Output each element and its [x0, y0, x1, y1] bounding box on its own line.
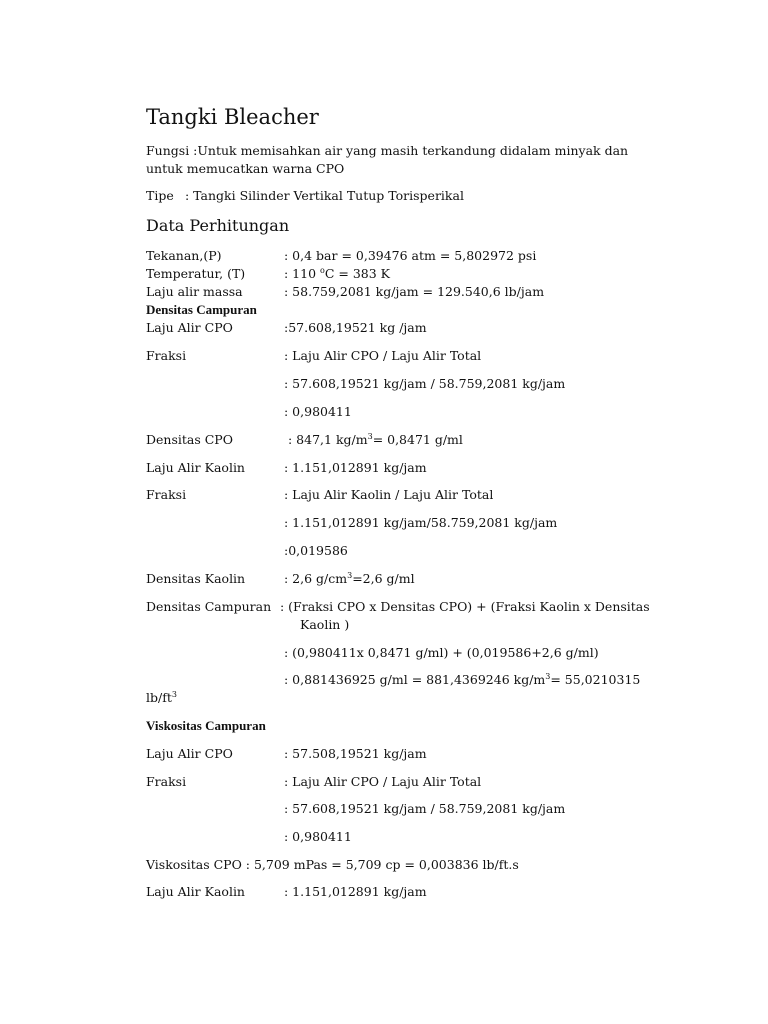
temperatur-value: : 110 $^o$C = 383 K: [284, 265, 391, 281]
densitas-campuran-formula-line2: Kaolin ): [300, 617, 350, 632]
densitas-cpo-value: : 847,1 $kg/m^3= 0,8471$ g/ml: [288, 431, 463, 447]
laju-alir-cpo-value: : 57.508,19521 kg/jam: [284, 746, 427, 761]
fraksi-label: Fraksi: [146, 774, 187, 789]
fraksi-value: : Laju Alir CPO / Laju Alir Total: [284, 348, 482, 363]
fraksi-value: : Laju Alir CPO / Laju Alir Total: [284, 774, 482, 789]
densitas-campuran-heading: Densitas Campuran: [146, 302, 257, 317]
densitas-campuran-calc: : (0,980411x 0,8471 g/ml) + (0,019586+2,6 g/ml): [284, 645, 599, 660]
fraksi-calc: : 57.608,19521 kg/jam / 58.759,2081 kg/jam: [284, 376, 566, 391]
densitas-kaolin-value: : 2,6 $g/cm^3=2,6$ g/ml: [284, 570, 415, 586]
laju-alir-kaolin-label: Laju Alir Kaolin: [146, 884, 245, 899]
tipe-label: Tipe: [146, 188, 174, 203]
section-heading-data-perhitungan: Data Perhitungan: [146, 216, 290, 235]
laju-alir-massa-label: Laju alir massa: [146, 284, 243, 299]
fraksi-label: Fraksi: [146, 487, 187, 502]
densitas-campuran-result: : 0,881436925 g/ml = 881,4369246 $kg/m^3= 55,0210315$: [284, 671, 641, 687]
laju-alir-massa-value: : 58.759,2081 kg/jam = 129.540,6 lb/jam: [284, 284, 545, 299]
viskositas-cpo-line: Viskositas CPO : 5,709 mPas = 5,709 cp = 0,003836 lb/ft.s: [146, 857, 519, 872]
fraksi-result: :0,019586: [284, 543, 348, 558]
laju-alir-cpo-label: Laju Alir CPO: [146, 320, 233, 335]
densitas-kaolin-label: Densitas Kaolin: [146, 571, 246, 586]
laju-alir-kaolin-value: : 1.151,012891 kg/jam: [284, 460, 427, 475]
fraksi-label: Fraksi: [146, 348, 187, 363]
laju-alir-cpo-label: Laju Alir CPO: [146, 746, 233, 761]
densitas-cpo-label: Densitas CPO: [146, 432, 233, 447]
tipe-value: : Tangki Silinder Vertikal Tutup Torisperikal: [185, 188, 464, 203]
laju-alir-cpo-value: :57.608,19521 kg /jam: [284, 320, 427, 335]
temperatur-label: Temperatur, (T): [146, 266, 246, 281]
page-title: Tangki Bleacher: [146, 105, 319, 129]
viskositas-campuran-heading: Viskositas Campuran: [146, 718, 266, 733]
fungsi-text: Fungsi :Untuk memisahkan air yang masih terkandung didalam minyak dan untuk memucatkan warna CPO: [146, 143, 629, 176]
tekanan-value: : 0,4 bar = 0,39476 atm = 5,802972 psi: [284, 248, 537, 263]
densitas-campuran-formula-line1: : (Fraksi CPO x Densitas CPO) + (Fraksi Kaolin x Densitas: [280, 599, 650, 614]
fraksi-result: : 0,980411: [284, 829, 352, 844]
fraksi-result: : 0,980411: [284, 404, 352, 419]
fraksi-calc: : 1.151,012891 kg/jam/58.759,2081 kg/jam: [284, 515, 558, 530]
laju-alir-kaolin-label: Laju Alir Kaolin: [146, 460, 245, 475]
fraksi-calc: : 57.608,19521 kg/jam / 58.759,2081 kg/jam: [284, 801, 566, 816]
tekanan-label: Tekanan,(P): [146, 248, 222, 263]
densitas-campuran-label: Densitas Campuran: [146, 599, 272, 614]
densitas-campuran-unit: $lb/ft^3$: [146, 689, 177, 705]
fraksi-value: : Laju Alir Kaolin / Laju Alir Total: [284, 487, 494, 502]
laju-alir-kaolin-value: : 1.151,012891 kg/jam: [284, 884, 427, 899]
